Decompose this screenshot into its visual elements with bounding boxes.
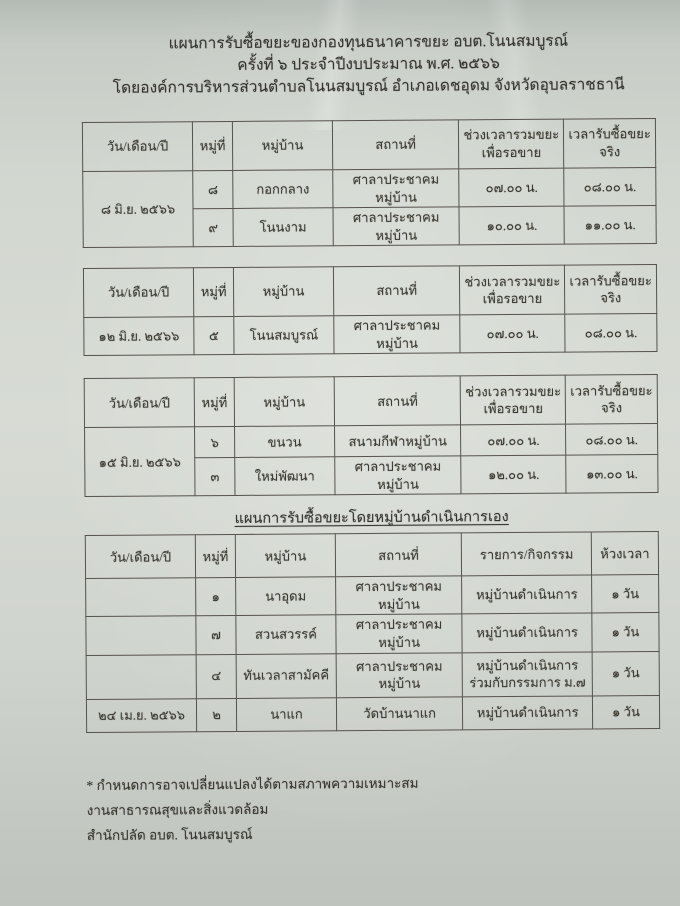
footnote-department: งานสาธารณสุขและสิ่งแวดล้อม	[86, 801, 269, 818]
column-header-moo: หมู่ที่	[194, 378, 234, 427]
table-cell: ศาลาประชาคมหมู่บ้าน	[335, 576, 462, 615]
column-header-place: สถานที่	[334, 376, 461, 426]
header-row	[84, 375, 657, 428]
table-row	[86, 575, 659, 617]
column-header-collect-time: ช่วงเวลารวมขยะ เพื่อรอขาย	[460, 265, 565, 315]
table-cell: หมู่บ้านดำเนินการ	[462, 575, 592, 614]
date-cell: ๑๒ มิ.ย. ๒๕๖๖	[84, 317, 194, 356]
table-cell: ๐๘.๐๐ น.	[566, 424, 658, 456]
table-cell: ๑๓.๐๐ น.	[566, 455, 658, 494]
table-row	[83, 168, 656, 210]
column-header-date: วัน/เดือน/ปี	[85, 535, 195, 579]
table-cell: วัดบ้านนาแก	[336, 696, 463, 730]
document-title-line3: โดยองค์การบริหารส่วนตำบลโนนสมบูรณ์ อำเภอเดชอุดม จังหวัดอุบลราชธานี	[112, 76, 625, 97]
date-cell	[86, 616, 196, 655]
table-cell: หมู่บ้านดำเนินการ	[462, 613, 592, 652]
table-cell: ๑๒.๐๐ น.	[461, 455, 566, 494]
table-cell: ๑๐.๐๐ น.	[459, 206, 564, 245]
footnote-office: สำนักปลัด อบต. โนนสมบูรณ์	[86, 826, 253, 843]
header-row	[82, 119, 655, 172]
table-cell: โนนสมบูรณ์	[234, 316, 334, 355]
table-cell: ๗	[196, 616, 236, 654]
column-header-activity: รายการ/กิจกรรม	[462, 532, 592, 576]
table-cell: นาอุดม	[236, 577, 336, 616]
column-header-moo: หมู่ที่	[193, 268, 233, 317]
table-cell: นาแก	[237, 697, 337, 731]
footnotes	[86, 769, 661, 848]
document-page	[81, 0, 661, 848]
table-cell: ๐๗.๐๐ น.	[460, 314, 565, 353]
table-cell: ๖	[195, 427, 235, 458]
column-header-date: วัน/เดือน/ปี	[82, 122, 192, 172]
table-cell: ๓	[195, 458, 235, 496]
table-cell: ใหม่พัฒนา	[235, 457, 335, 496]
date-cell: ๒๔ เม.ย. ๒๕๖๖	[86, 698, 196, 732]
header-row	[85, 532, 658, 579]
table-cell: ๑ วัน	[592, 613, 659, 652]
table-cell: ๒	[196, 698, 236, 731]
table-cell: หมู่บ้านดำเนินการ ร่วมกับกรรมการ ม.๗	[463, 652, 593, 697]
date-cell	[86, 578, 196, 617]
column-header-buy-time: เวลารับซื้อขยะ จริง	[565, 375, 657, 425]
table-row	[85, 424, 658, 459]
table-row	[86, 651, 659, 699]
table-cell: สวนสวรรค์	[236, 615, 336, 654]
column-header-duration: ห้วงเวลา	[591, 532, 658, 575]
column-header-buy-time: เวลารับซื้อขยะ จริง	[564, 119, 656, 169]
schedule-table-june15	[84, 374, 659, 497]
table-cell: กอกกลาง	[233, 170, 333, 209]
table-cell: ๑ วัน	[592, 695, 659, 728]
column-header-moo: หมู่ที่	[195, 535, 235, 578]
table-row	[86, 613, 659, 655]
table-cell: โนนงาม	[233, 208, 333, 247]
table-cell: สนามกีฬาหมู่บ้าน	[334, 425, 461, 457]
column-header-collect-time: ช่วงเวลารวมขยะ เพื่อรอขาย	[459, 119, 564, 169]
table-cell: ๙	[193, 209, 233, 247]
footnote-schedule-change: * กำหนดการอาจเปลี่ยนแปลงได้ตามสภาพความเหมาะสม	[86, 775, 419, 793]
table-cell: ศาลาประชาคมหมู่บ้าน	[334, 315, 461, 354]
column-header-village: หมู่บ้าน	[233, 121, 333, 171]
table-cell: ๔	[196, 654, 236, 698]
schedule-table-june8	[82, 118, 657, 248]
header-row	[83, 265, 656, 318]
column-header-date: วัน/เดือน/ปี	[84, 378, 194, 428]
column-header-date: วัน/เดือน/ปี	[83, 268, 193, 318]
table-cell: ศาลาประชาคมหมู่บ้าน	[336, 652, 463, 697]
table-cell: ทันเวลาสามัคคี	[236, 653, 336, 698]
column-header-place: สถานที่	[335, 533, 462, 577]
table-cell: ๐๘.๐๐ น.	[565, 314, 657, 353]
table-cell: ๑๑.๐๐ น.	[564, 206, 656, 245]
table-row	[86, 695, 659, 732]
column-header-collect-time: ช่วงเวลารวมขยะ เพื่อรอขาย	[461, 375, 566, 425]
document-title-line2: ครั้งที่ ๖ ประจำปีงบประมาณ พ.ศ. ๒๕๖๖	[237, 55, 500, 74]
column-header-village: หมู่บ้าน	[234, 267, 334, 317]
table-cell: หมู่บ้านดำเนินการ	[463, 696, 593, 730]
table-cell: ศาลาประชาคมหมู่บ้าน	[333, 169, 460, 208]
document-title-line1: แผนการรับซื้อขยะของกองทุนธนาคารขยะ อบต.โนนสมบูรณ์	[168, 32, 569, 53]
column-header-buy-time: เวลารับซื้อขยะ จริง	[565, 265, 657, 315]
date-cell: ๑๕ มิ.ย. ๒๕๖๖	[85, 427, 195, 497]
date-cell	[86, 654, 196, 699]
column-header-place: สถานที่	[332, 120, 459, 170]
table-cell: ๐๗.๐๐ น.	[459, 168, 564, 207]
table-cell: ศาลาประชาคมหมู่บ้าน	[333, 207, 460, 246]
table-cell: ๕	[194, 317, 234, 355]
column-header-village: หมู่บ้าน	[234, 377, 334, 427]
column-header-village: หมู่บ้าน	[235, 534, 335, 578]
column-header-place: สถานที่	[333, 266, 460, 316]
table-cell: ศาลาประชาคมหมู่บ้าน	[335, 456, 462, 495]
table-cell: ๑ วัน	[592, 651, 659, 695]
table-cell: ๑	[196, 578, 236, 616]
date-cell: ๘ มิ.ย. ๒๕๖๖	[83, 171, 194, 248]
table-cell: ๘	[193, 170, 233, 208]
table-cell: ๑ วัน	[591, 575, 658, 614]
schedule-table-june12	[83, 264, 658, 356]
column-header-moo: หมู่ที่	[192, 121, 232, 170]
table-row	[84, 314, 657, 356]
table-cell: ๐๘.๐๐ น.	[564, 168, 656, 207]
village-managed-table	[85, 531, 660, 732]
table-cell: ศาลาประชาคมหมู่บ้าน	[336, 614, 463, 653]
village-managed-section-title: แผนการรับซื้อขยะโดยหมู่บ้านดำเนินการเอง	[234, 509, 509, 528]
table-cell: ๐๗.๐๐ น.	[461, 424, 566, 456]
table-cell: ขนวน	[235, 426, 335, 458]
